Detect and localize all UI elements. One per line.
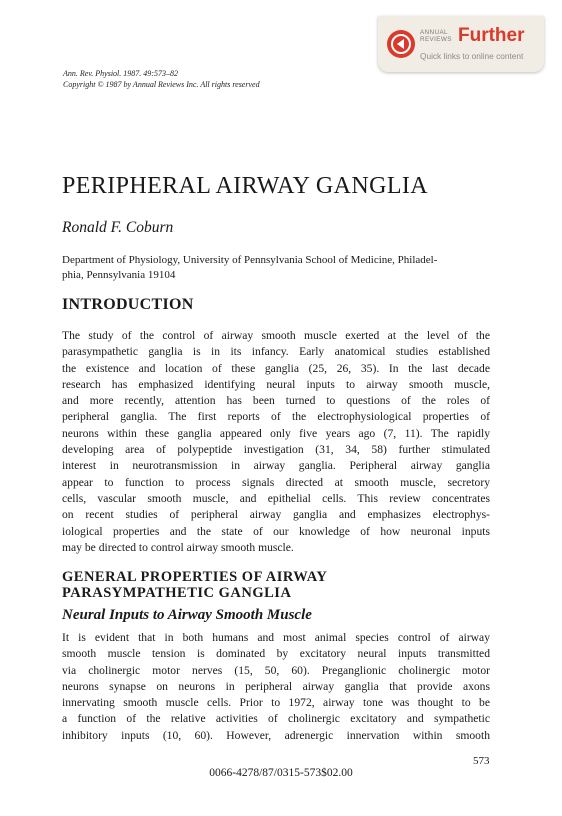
text-line: interest in neurotransmission in airway ganglia. Peripheral airway ganglia: [62, 459, 490, 473]
text-line: parasympathetic ganglia is in its infancy. Early anatomical studies established: [62, 345, 490, 359]
text-line: inhibitory inputs (10, 60). However, adrenergic innervation within smooth: [62, 728, 490, 742]
text-line: cells, vascular smooth muscle, and epithelial cells. This review concentrates: [62, 491, 490, 505]
text-line: developing area of polypeptide investigation (31, 34, 58) further stimulated: [62, 443, 490, 457]
text-line: the existence and location of these ganglia (25, 26, 35). In the last decade: [62, 361, 490, 375]
text-line: via cholinergic motor nerves (15, 50, 60). Preganglionic cholinergic motor: [62, 663, 490, 677]
text-line: It is evident that in both humans and most animal species control of airway: [62, 631, 490, 644]
journal-citation: Ann. Rev. Physiol. 1987. 49:573–82: [63, 69, 178, 78]
affiliation-line: phia, Pennsylvania 19104: [62, 269, 176, 281]
text-line: The study of the control of airway smooth muscle exerted at the level of the: [62, 329, 490, 342]
affiliation-line: Department of Physiology, University of Pennsylvania School of Medicine, Philadel-: [62, 254, 438, 266]
text-line: may be directed to control airway smooth muscle.: [62, 540, 294, 554]
text-line: on recent studies of peripheral airway ganglia and emphasizes electrophys-: [62, 508, 490, 522]
author-name: Ronald F. Coburn: [62, 219, 174, 236]
copyright-line: Copyright © 1987 by Annual Reviews Inc. All rights reserved: [63, 80, 260, 89]
introduction-paragraph: [62, 328, 490, 556]
neural-inputs-paragraph: [62, 630, 490, 744]
text-line: appear to function to process signals directed at smooth muscle, secretory: [62, 475, 490, 489]
banner-tagline: Quick links to online content: [420, 51, 524, 61]
neural-inputs-subheading: Neural Inputs to Airway Smooth Muscle: [62, 607, 312, 623]
author-affiliation: [62, 253, 492, 283]
text-line: peripheral ganglia. The first reports of the electrophysiological properties of: [62, 410, 490, 424]
article-code: 0066-4278/87/0315-573$02.00: [209, 767, 353, 779]
page-number: 573: [473, 755, 490, 767]
heading-line: PARASYMPATHETIC GANGLIA: [62, 585, 292, 601]
text-line: neurons synapse on neurons in peripheral airway ganglia that provide axons: [62, 679, 490, 693]
text-line: and more recently, attention has been turned to questions of the roles of: [62, 394, 490, 408]
brand-line-2: REVIEWS: [420, 36, 452, 43]
play-back-icon: [386, 29, 416, 59]
text-line: iological properties and the state of our knowledge of how neuronal inputs: [62, 524, 490, 538]
brand-name: [420, 29, 452, 43]
text-line: research has emphasized identifying neural inputs to airway smooth muscle,: [62, 377, 490, 391]
text-line: smooth muscle tension is dominated by excitatory neural inputs transmitted: [62, 647, 490, 661]
annual-reviews-further-banner[interactable]: [378, 16, 544, 72]
brand-further: Further: [458, 25, 525, 46]
introduction-heading: INTRODUCTION: [62, 296, 194, 313]
text-line: innervating smooth muscle cells. Prior to 1972, airway tone was thought to be: [62, 696, 490, 710]
brand-line-1: ANNUAL: [420, 29, 448, 36]
general-properties-heading: [62, 569, 327, 601]
text-line: neurons within these ganglia appeared only five years ago (7, 11). The rapidly: [62, 426, 490, 440]
heading-line: GENERAL PROPERTIES OF AIRWAY: [62, 569, 328, 585]
text-line: a function of the relative activities of cholinergic excitatory and sympathetic: [62, 712, 490, 726]
article-title: PERIPHERAL AIRWAY GANGLIA: [62, 173, 429, 199]
